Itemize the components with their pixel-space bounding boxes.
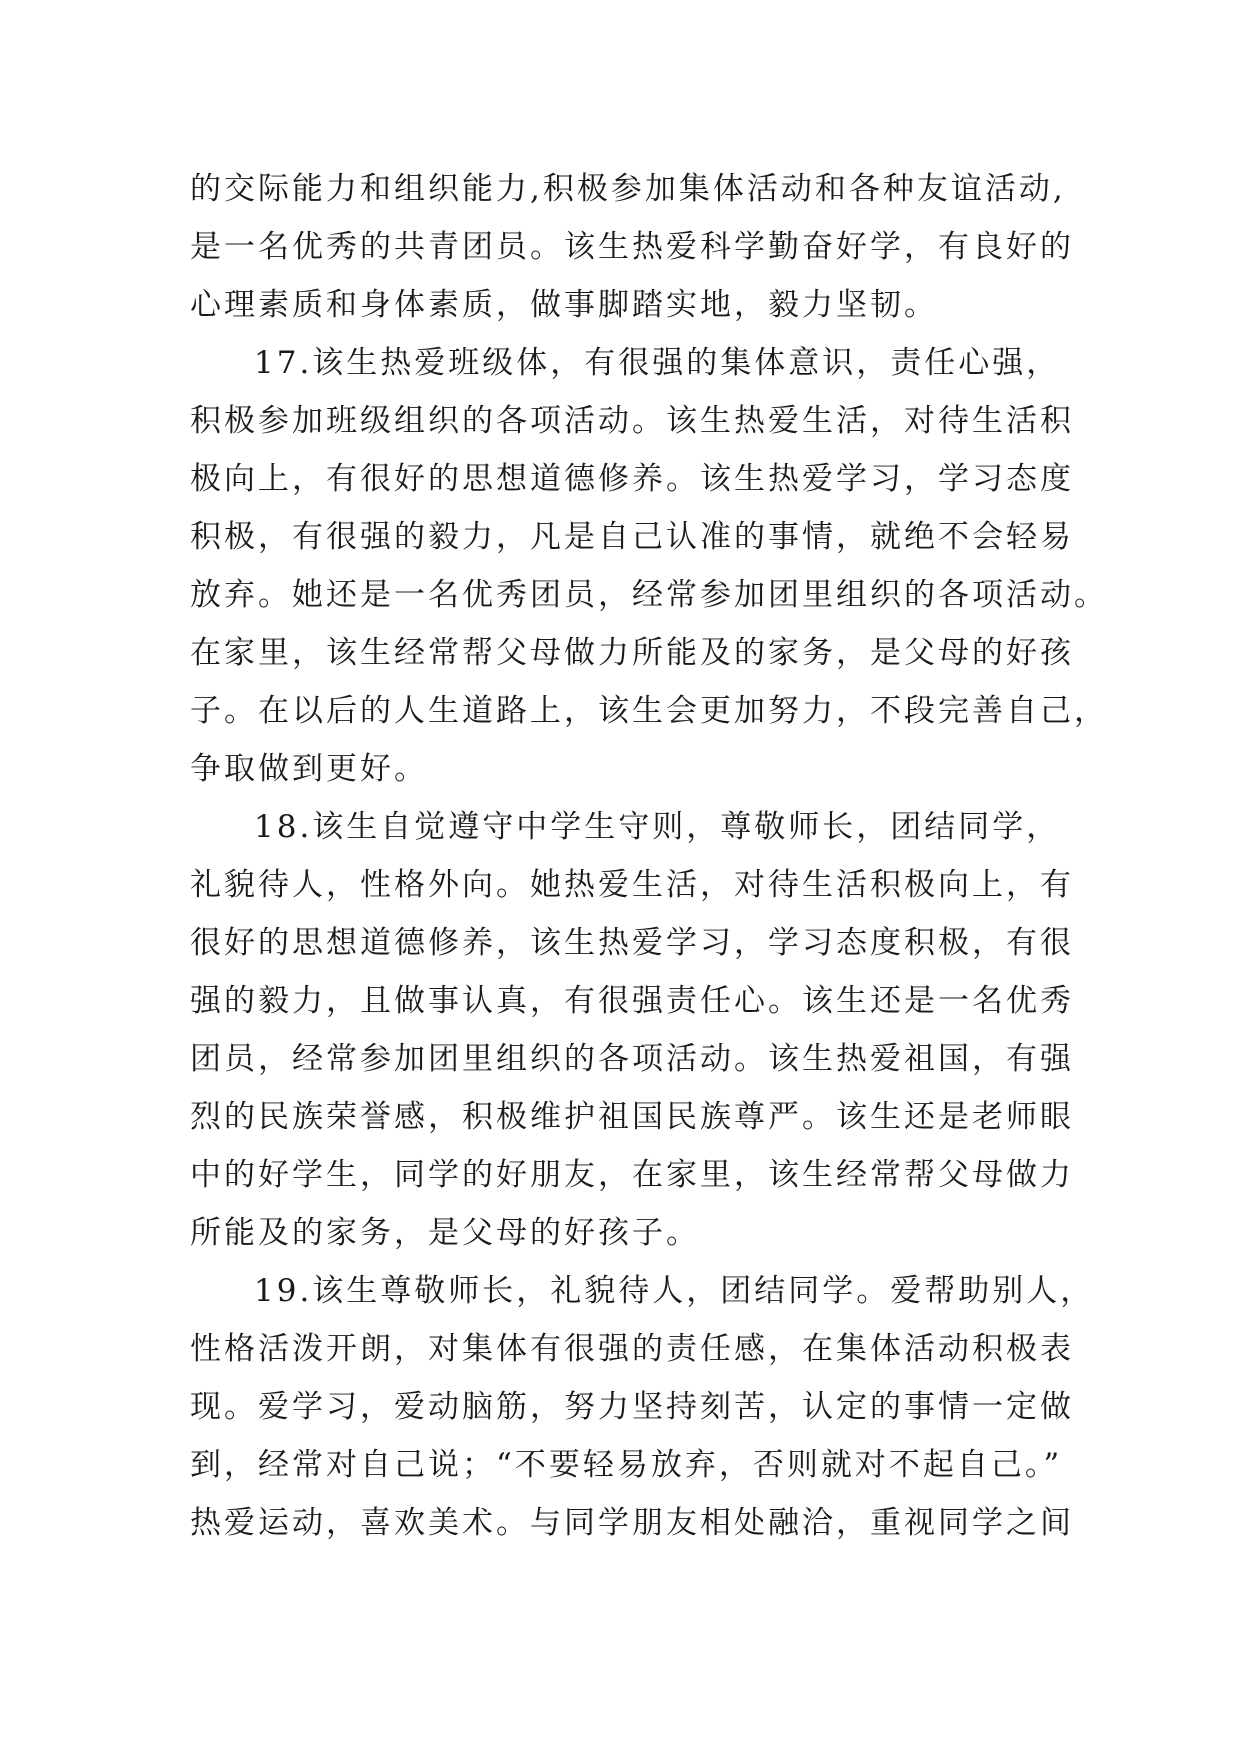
text-line: 极向上，有很好的思想道德修养。该生热爱学习，学习态度 (190, 461, 1074, 497)
paragraph-first-line: 18.该生自觉遵守中学生守则，尊敬师长，团结同学， (254, 809, 1061, 845)
text-line: 热爱运动，喜欢美术。与同学朋友相处融洽，重视同学之间 (190, 1505, 1074, 1541)
text-line: 心理素质和身体素质，做事脚踏实地，毅力坚韧。 (190, 287, 938, 323)
text-line: 在家里，该生经常帮父母做力所能及的家务，是父母的好孩 (190, 635, 1074, 671)
body-text (190, 160, 1108, 1552)
text-line: 很好的思想道德修养，该生热爱学习，学习态度积极，有很 (190, 925, 1074, 961)
text-line: 所能及的家务，是父母的好孩子。 (190, 1215, 700, 1251)
text-line: 积极参加班级组织的各项活动。该生热爱生活，对待生活积 (190, 403, 1074, 439)
text-line: 现。爱学习，爱动脑筋，努力坚持刻苦，认定的事情一定做 (190, 1389, 1074, 1425)
text-line: 礼貌待人，性格外向。她热爱生活，对待生活积极向上，有 (190, 867, 1074, 903)
paragraph-first-line: 19.该生尊敬师长，礼貌待人，团结同学。爱帮助别人， (254, 1273, 1095, 1309)
text-line: 烈的民族荣誉感，积极维护祖国民族尊严。该生还是老师眼 (190, 1099, 1074, 1135)
text-line: 性格活泼开朗，对集体有很强的责任感，在集体活动积极表 (190, 1331, 1074, 1367)
text-line: 积极，有很强的毅力，凡是自己认准的事情，就绝不会轻易 (190, 519, 1074, 555)
text-line: 放弃。她还是一名优秀团员，经常参加团里组织的各项活动。 (190, 577, 1108, 613)
text-line: 中的好学生，同学的好朋友，在家里，该生经常帮父母做力 (190, 1157, 1074, 1193)
text-line: 强的毅力，且做事认真，有很强责任心。该生还是一名优秀 (190, 983, 1074, 1019)
paragraph-first-line: 17.该生热爱班级体，有很强的集体意识，责任心强， (254, 345, 1061, 381)
text-line: 子。在以后的人生道路上，该生会更加努力，不段完善自己， (190, 693, 1108, 729)
text-line: 是一名优秀的共青团员。该生热爱科学勤奋好学，有良好的 (190, 229, 1074, 265)
text-line: 争取做到更好。 (190, 751, 428, 787)
text-line: 的交际能力和组织能力,积极参加集体活动和各种友谊活动, (190, 171, 1066, 207)
text-line: 团员，经常参加团里组织的各项活动。该生热爱祖国，有强 (190, 1041, 1074, 1077)
text-line: 到，经常对自己说；“不要轻易放弃，否则就对不起自己。” (190, 1447, 1063, 1483)
